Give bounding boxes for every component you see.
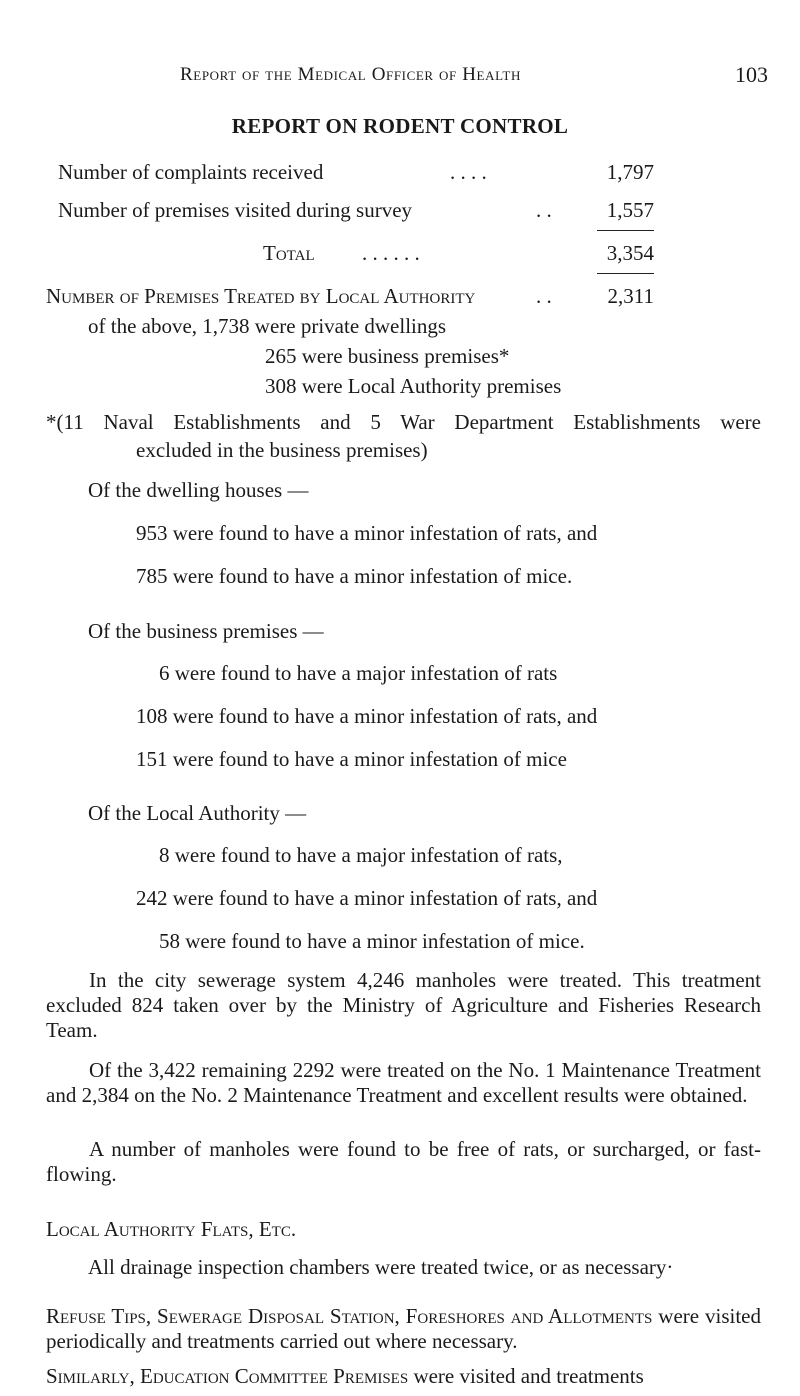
- complaints-dots: . . . .: [450, 160, 487, 184]
- premises-label: Number of premises visited during survey: [58, 198, 413, 222]
- breakdown-line-1: of the above, 1,738 were private dwellings: [88, 314, 447, 338]
- premises-value: 1,557: [606, 198, 654, 222]
- total-value: 3,354: [606, 241, 654, 265]
- refuse-lead: Refuse Tips, Sewerage Disposal Station, Foreshores and Allotments: [46, 1304, 653, 1328]
- business-item-2: 108 were found to have a minor infestation of rats, and: [136, 704, 598, 728]
- running-header: Report of the Medical Officer of Health: [180, 64, 521, 85]
- education-lead: Similarly, Education Committee Premises: [46, 1364, 409, 1388]
- flats-heading: Local Authority Flats, Etc.: [46, 1217, 297, 1241]
- local-authority-item-1: 8 were found to have a major infestation of rats,: [159, 843, 563, 867]
- total-dots: . . . . . .: [362, 241, 420, 265]
- total-rule: [597, 273, 654, 274]
- education-paragraph: [46, 1364, 644, 1388]
- refuse-paragraph: [46, 1304, 761, 1354]
- sewerage-paragraph: In the city sewerage system 4,246 manholes were treated. This treatment excluded 824 taken over by the Ministry of Agriculture and Fisheries Research Team.: [46, 968, 761, 1042]
- breakdown-line-3: 308 were Local Authority premises: [265, 374, 562, 398]
- local-authority-item-2: 242 were found to have a minor infestation of rats, and: [136, 886, 598, 910]
- subtotal-rule: [597, 230, 654, 231]
- flats-text: All drainage inspection chambers were treated twice, or as necessary·: [88, 1255, 674, 1279]
- premises-dots: . .: [536, 198, 552, 222]
- treated-dots: . .: [536, 284, 552, 308]
- local-authority-heading: Of the Local Authority —: [88, 801, 307, 825]
- page-title: REPORT ON RODENT CONTROL: [231, 114, 569, 138]
- manholes-paragraph: A number of manholes were found to be free of rats, or surcharged, or fast-flowing.: [46, 1137, 761, 1186]
- complaints-value: 1,797: [606, 160, 654, 184]
- refuse-rest: were visited periodically and treatments carried out where necessary.: [46, 1304, 762, 1353]
- footnote-line-1: *(11 Naval Establishments and 5 War Department Establishments were: [46, 410, 761, 434]
- treated-value: 2,311: [607, 284, 654, 308]
- dwelling-heading: Of the dwelling houses —: [88, 478, 309, 502]
- dwelling-item-2: 785 were found to have a minor infestation of mice.: [136, 564, 573, 588]
- page-number: 103: [735, 62, 768, 87]
- breakdown-line-2: 265 were business premises*: [265, 344, 510, 368]
- local-authority-item-3: 58 were found to have a minor infestation of mice.: [159, 929, 585, 953]
- business-item-3: 151 were found to have a minor infestation of mice: [136, 747, 567, 771]
- business-item-1: 6 were found to have a major infestation of rats: [159, 661, 558, 685]
- total-label: Total: [263, 241, 315, 265]
- footnote-line-2: excluded in the business premises): [136, 438, 428, 462]
- business-heading: Of the business premises —: [88, 619, 324, 643]
- dwelling-item-1: 953 were found to have a minor infestation of rats, and: [136, 521, 598, 545]
- treated-label: Number of Premises Treated by Local Authority: [46, 284, 476, 308]
- remaining-paragraph: Of the 3,422 remaining 2292 were treated on the No. 1 Maintenance Treatment and 2,384 on the No. 2 Maintenance Treatment and excellent results were obtained.: [46, 1058, 761, 1107]
- education-rest: were visited and treatments: [408, 1364, 644, 1388]
- complaints-label: Number of complaints received: [58, 160, 324, 184]
